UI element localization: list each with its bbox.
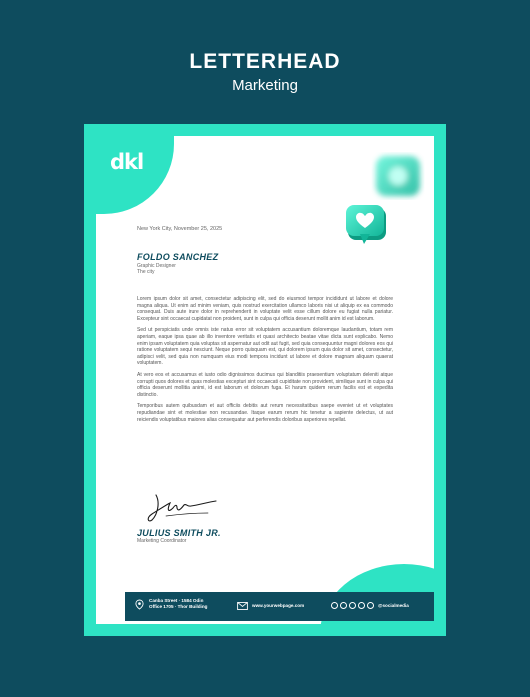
footer-address bbox=[135, 598, 207, 610]
social-icon bbox=[367, 602, 374, 609]
address-line-1: Canba Street · 1584 Odin bbox=[149, 598, 204, 603]
page-header bbox=[0, 50, 530, 96]
sender-role: Marketing Coordinator bbox=[137, 538, 187, 544]
recipient-role: Graphic Designer bbox=[137, 263, 176, 269]
social-icon bbox=[349, 602, 356, 609]
footer-social bbox=[331, 602, 409, 609]
letterhead-sheet bbox=[84, 124, 446, 636]
social-icon bbox=[358, 602, 365, 609]
chat-bubble-icon bbox=[336, 150, 434, 262]
letter-footer bbox=[125, 592, 434, 621]
website-url: www.yourwebpage.com bbox=[252, 603, 305, 608]
body-paragraph: Sed ut perspiciatis unde omnis iste natus error sit voluptatem accusantium doloremque laudantium, totam rem aperiam, eaque ipsa quae ab illo inventore veritatis et quasi architecto beatae vitae dicta sunt explicabo. Nemo enim ipsam voluptatem quia voluptas sit aspernatur aut odit aut fugit, sed quia consequuntur magni dolores eos qui ratione voluptatem sequi nesciunt. Neque porro quisquam est, qui dolorem ipsum quia dolor sit amet, consectetur, adipisci velit, sed quia non numquam eius modi tempora incidunt ut labore et dolore magnam aliquam quaerat voluptatem. bbox=[137, 327, 393, 367]
body-paragraph: Temporibus autem quibusdam et aut officiis debitis aut rerum necessitatibus saepe eveniet ut et voluptates repudiandae sint et molestiae non recusandae. Itaque earum rerum hic tenetur a sapiente delectus, ut aut reiciendis voluptatibus maiores alias consequatur aut perferendis doloribus asperiores repellat. bbox=[137, 403, 393, 423]
letter-paper bbox=[96, 136, 434, 624]
social-handle: @socialmedia bbox=[378, 602, 409, 608]
corner-accent-top-left bbox=[96, 136, 174, 214]
social-icon bbox=[331, 602, 338, 609]
social-icon bbox=[340, 602, 347, 609]
recipient-city: The city bbox=[137, 269, 155, 275]
address-line-2: Office 1705 · Thor Building bbox=[149, 604, 208, 609]
sender-name: JULIUS SMITH JR. bbox=[137, 528, 221, 538]
letter-body bbox=[137, 296, 393, 428]
page-subtitle: Marketing bbox=[232, 77, 298, 94]
map-pin-icon bbox=[135, 599, 144, 610]
body-paragraph: At vero eos et accusamus et iusto odio dignissimos ducimus qui blanditiis praesentium voluptatum deleniti atque corrupti quos dolores et quas molestias excepturi sint occaecati cupiditate non provident, similique sunt in culpa qui officia deserunt mollitia animi, id est laborum et dolorum fuga. Et harum quidem rerum facilis est et expedita distinctio. bbox=[137, 371, 393, 398]
letter-date: New York City, November 25, 2025 bbox=[137, 226, 223, 232]
mail-icon bbox=[237, 602, 248, 610]
body-paragraph: Lorem ipsum dolor sit amet, consectetur adipiscing elit, sed do eiusmod tempor incididunt ut labore et dolore magna aliqua. Ut enim ad minim veniam, quis nostrud exercitation ullamco laboris nisi ut aliquip ex ea commodo consequat. Duis aute irure dolor in reprehenderit in voluptate velit esse cillum dolore eu fugiat nulla pariatur. Excepteur sint occaecat cupidatat non proident, sunt in culpa qui officia deserunt mollit anim id est laborum. bbox=[137, 296, 393, 322]
recipient-name: FOLDO SANCHEZ bbox=[137, 252, 219, 262]
page-title: LETTERHEAD bbox=[189, 50, 341, 73]
brand-logo: dkl bbox=[110, 150, 144, 174]
handwritten-signature bbox=[146, 492, 226, 526]
footer-website bbox=[237, 602, 304, 610]
